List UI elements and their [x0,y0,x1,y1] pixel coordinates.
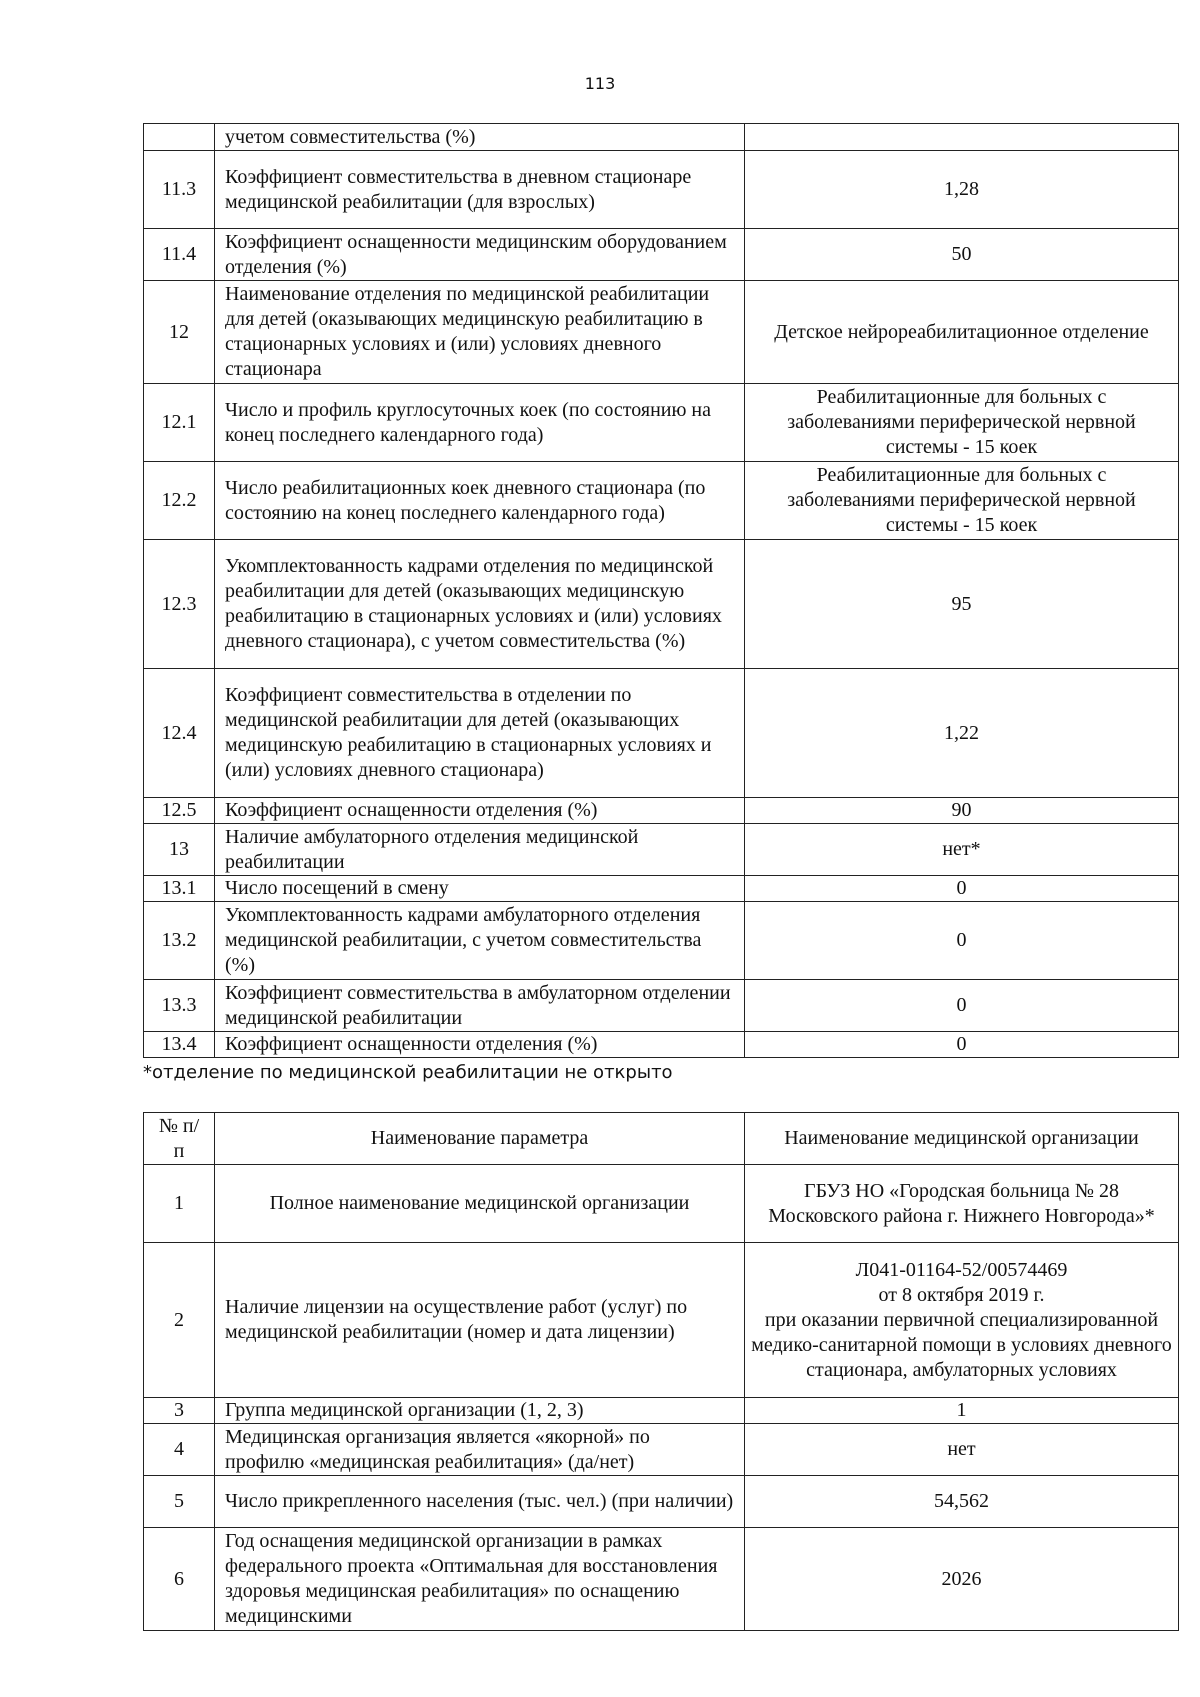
row-number: 13.4 [144,1032,215,1058]
header-parameter: Наименование параметра [215,1113,745,1165]
table-row [144,798,1179,824]
row-number: 2 [144,1243,215,1398]
parameter-value: 0 [745,902,1179,980]
table-row [144,1424,1179,1476]
parameter-name: Коэффициент оснащенности отделения (%) [215,1032,745,1058]
table-row [144,876,1179,902]
table-row [144,1165,1179,1243]
parameter-value: ГБУЗ НО «Городская больница № 28 Московского района г. Нижнего Новгорода»* [745,1165,1179,1243]
row-number: 11.4 [144,229,215,281]
table-row [144,669,1179,798]
footnote: *отделение по медицинской реабилитации не открыто [143,1062,673,1083]
parameter-name: Коэффициент совместительства в отделении по медицинской реабилитации для детей (оказывающих медицинскую реабилитацию в стационарных условиях и (или) условиях дневного стационара) [215,669,745,798]
table-row [144,980,1179,1032]
parameters-table-continued [143,123,1179,1058]
table-row [144,1476,1179,1528]
parameter-value: нет [745,1424,1179,1476]
parameter-value: 1 [745,1398,1179,1424]
parameter-value: 1,22 [745,669,1179,798]
row-number: 12.4 [144,669,215,798]
row-number: 1 [144,1165,215,1243]
table-row [144,1398,1179,1424]
page-number: 113 [584,74,616,93]
table-header-row [144,1113,1179,1165]
row-number: 6 [144,1528,215,1631]
table-row [144,151,1179,229]
parameter-name: Укомплектованность кадрами отделения по медицинской реабилитации для детей (оказывающих медицинскую реабилитацию в стационарных условиях и (или) условиях дневного стационара), с учетом совместительства (%) [215,540,745,669]
parameter-name: Число посещений в смену [215,876,745,902]
organization-parameters-table [143,1112,1179,1631]
parameter-name: Наличие амбулаторного отделения медицинской реабилитации [215,824,745,876]
row-number: 12 [144,281,215,384]
header-organization: Наименование медицинской организации [745,1113,1179,1165]
parameter-name: Коэффициент совместительства в амбулаторном отделении медицинской реабилитации [215,980,745,1032]
license-scope: при оказании первичной специализированной медико-санитарной помощи в условиях дневного стационара, амбулаторных условиях [751,1308,1172,1381]
table-row [144,384,1179,462]
parameter-value: 2026 [745,1528,1179,1631]
table-row [144,902,1179,980]
parameter-name: Число реабилитационных коек дневного стационара (по состоянию на конец последнего календарного года) [215,462,745,540]
parameter-value: 0 [745,1032,1179,1058]
row-number: 12.3 [144,540,215,669]
parameter-value: 95 [745,540,1179,669]
parameter-name: Коэффициент совместительства в дневном стационаре медицинской реабилитации (для взрослых) [215,151,745,229]
table-row [144,124,1179,151]
parameter-name: Укомплектованность кадрами амбулаторного отделения медицинской реабилитации, с учетом совместительства (%) [215,902,745,980]
parameter-name: Группа медицинской организации (1, 2, 3) [215,1398,745,1424]
license-date: от 8 октября 2019 г. [878,1283,1045,1306]
row-number: 4 [144,1424,215,1476]
row-number: 5 [144,1476,215,1528]
row-number: 12.2 [144,462,215,540]
table-row [144,1243,1179,1398]
row-number: 12.1 [144,384,215,462]
row-number: 13.3 [144,980,215,1032]
parameter-value: 1,28 [745,151,1179,229]
parameter-name: Число прикрепленного населения (тыс. чел.) (при наличии) [215,1476,745,1528]
parameter-value: 90 [745,798,1179,824]
parameter-value: Детское нейрореабилитационное отделение [745,281,1179,384]
row-number: 3 [144,1398,215,1424]
parameter-name: Наименование отделения по медицинской реабилитации для детей (оказывающих медицинскую реабилитацию в стационарных условиях и (или) условиях дневного стационара [215,281,745,384]
parameter-value: 50 [745,229,1179,281]
row-number: 13.2 [144,902,215,980]
row-number: 11.3 [144,151,215,229]
row-number: 13.1 [144,876,215,902]
parameter-name: Коэффициент оснащенности отделения (%) [215,798,745,824]
parameter-name: Медицинская организация является «якорной» по профилю «медицинская реабилитация» (да/нет) [215,1424,745,1476]
parameter-value: нет* [745,824,1179,876]
table-row [144,229,1179,281]
parameter-name: Полное наименование медицинской организации [215,1165,745,1243]
header-number: № п/п [144,1113,215,1165]
table-row [144,462,1179,540]
license-number: Л041-01164-52/00574469 [855,1258,1068,1281]
table-row [144,281,1179,384]
parameter-name: Коэффициент оснащенности медицинским оборудованием отделения (%) [215,229,745,281]
parameter-name: Число и профиль круглосуточных коек (по состоянию на конец последнего календарного года) [215,384,745,462]
row-number: 13 [144,824,215,876]
table-row [144,540,1179,669]
table-row [144,824,1179,876]
parameter-value: 54,562 [745,1476,1179,1528]
parameter-name: учетом совместительства (%) [215,124,745,151]
row-number [144,124,215,151]
parameter-value [745,1243,1179,1398]
table-row [144,1528,1179,1631]
parameter-name: Год оснащения медицинской организации в рамках федерального проекта «Оптимальная для восстановления здоровья медицинская реабилитация» по оснащению медицинскими [215,1528,745,1631]
parameter-value [745,124,1179,151]
row-number: 12.5 [144,798,215,824]
table-row [144,1032,1179,1058]
parameter-value: 0 [745,980,1179,1032]
parameter-name: Наличие лицензии на осуществление работ (услуг) по медицинской реабилитации (номер и дата лицензии) [215,1243,745,1398]
parameter-value: 0 [745,876,1179,902]
parameter-value: Реабилитационные для больных с заболеваниями периферической нервной системы - 15 коек [745,462,1179,540]
parameter-value: Реабилитационные для больных с заболеваниями периферической нервной системы - 15 коек [745,384,1179,462]
